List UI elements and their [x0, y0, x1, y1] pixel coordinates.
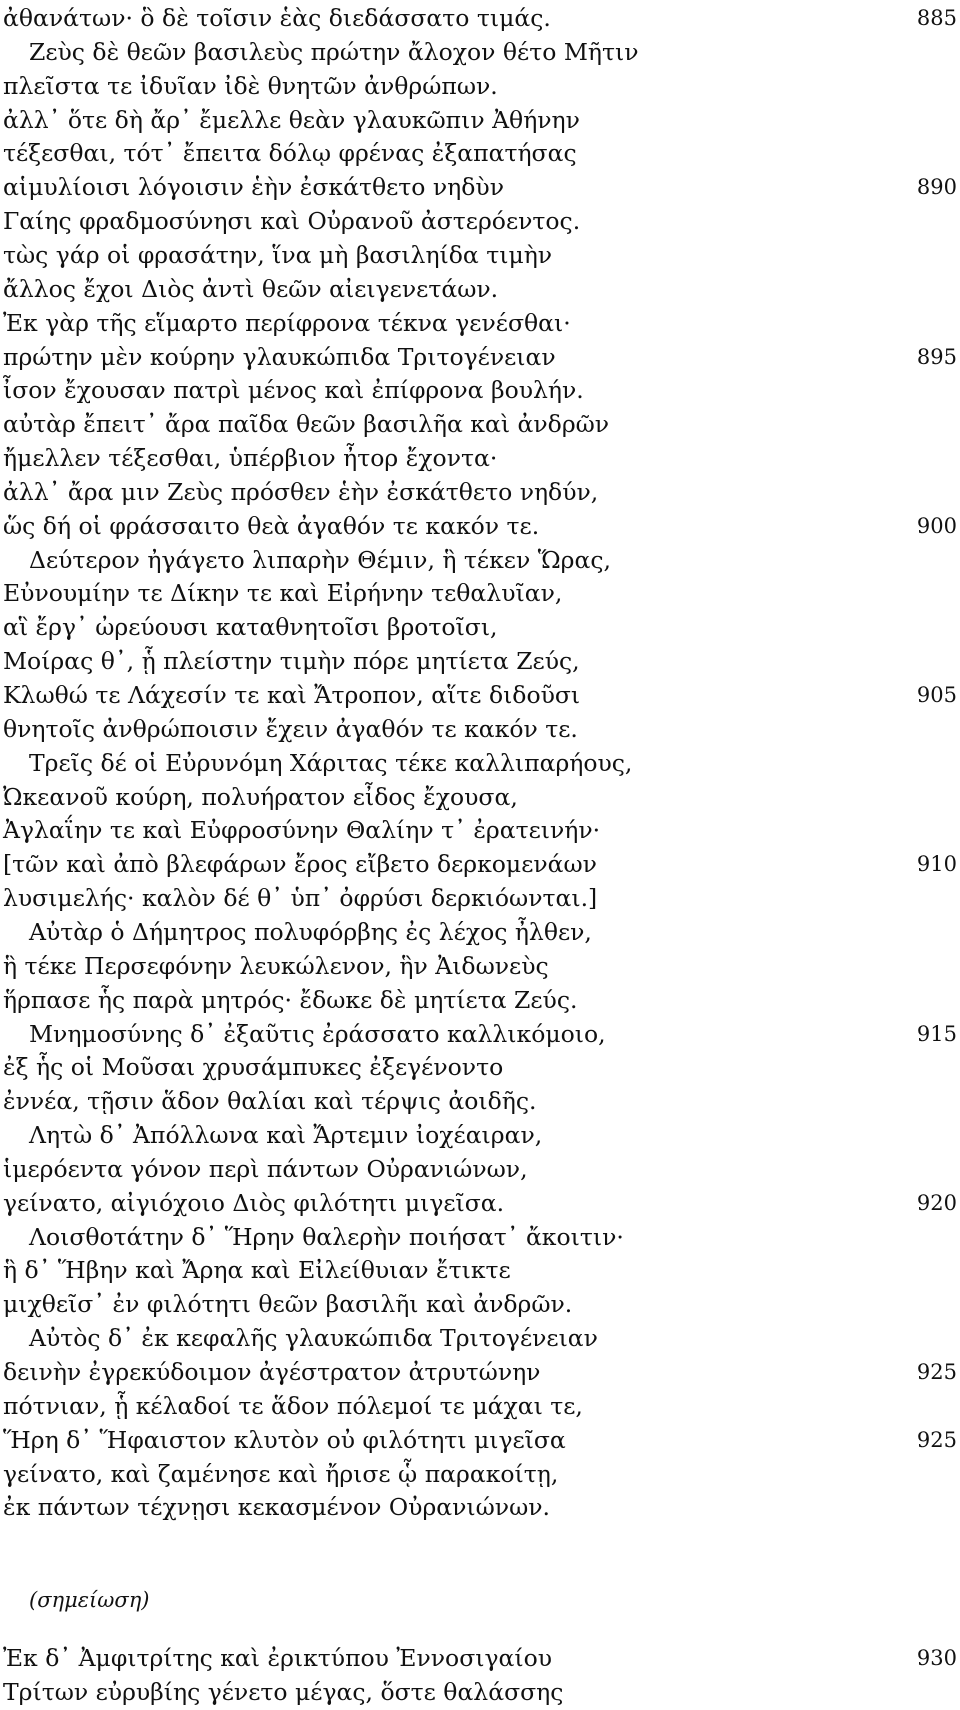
verse-text: Δεύτερον ἠγάγετο λιπαρὴν Θέμιν, ἣ τέκεν Ὥρας,	[29, 545, 611, 574]
verse-text: ἄλλος ἔχοι Διὸς ἀντὶ θεῶν αἰειγενετάων.	[3, 274, 499, 303]
verse-line	[0, 136, 960, 170]
verse-line	[0, 35, 960, 69]
verse-line	[0, 373, 960, 407]
verse-text: ἥρπασε ἧς παρὰ μητρός· ἔδωκε δὲ μητίετα Ζεύς.	[3, 985, 578, 1014]
verse-line	[0, 610, 960, 644]
line-number: 885	[916, 6, 957, 30]
verse-text: ἣ δ᾽ Ἥβην καὶ Ἄρηα καὶ Εἰλείθυιαν ἔτικτε	[3, 1256, 511, 1285]
verse-text: τέξεσθαι, τότ᾽ ἔπειτα δόλῳ φρένας ἐξαπατήσας	[3, 139, 577, 168]
verse-line	[0, 1675, 960, 1709]
verse-text: πλεῖστα τε ἰδυῖαν ἰδὲ θνητῶν ἀνθρώπων.	[3, 71, 498, 100]
verse-line	[0, 813, 960, 847]
verse-line	[0, 543, 960, 577]
verse-text: Αὐτὸς δ᾽ ἐκ κεφαλῆς γλαυκώπιδα Τριτογένειαν	[29, 1324, 598, 1353]
verse-text: Αὐτὰρ ὁ Δήμητρος πολυφόρβης ἐς λέχος ἦλθεν,	[29, 917, 592, 946]
verse-line	[0, 1287, 960, 1321]
verse-line	[0, 1355, 960, 1389]
verse-text: Εὐνουμίην τε Δίκην τε καὶ Εἰρήνην τεθαλυῖαν,	[3, 579, 563, 608]
verse-line	[0, 475, 960, 509]
verse-text: αἱμυλίοισι λόγοισιν ἑὴν ἐσκάτθετο νηδὺν	[3, 173, 504, 202]
verse-line	[0, 576, 960, 610]
verse-text: ἐννέα, τῇσιν ἅδον θαλίαι καὶ τέρψις ἀοιδῆς.	[3, 1087, 537, 1116]
verse-text: Ἐκ γὰρ τῆς εἵμαρτο περίφρονα τέκνα γενέσθαι·	[3, 308, 571, 337]
verse-line	[0, 69, 960, 103]
verse-line	[0, 712, 960, 746]
verse-line	[0, 1641, 960, 1675]
verse-line	[0, 306, 960, 340]
verse-text: ἀλλ᾽ ἄρα μιν Ζεὺς πρόσθεν ἑὴν ἐσκάτθετο νηδύν,	[3, 477, 599, 506]
verse-line	[0, 441, 960, 475]
verse-text: ὥς δή οἱ φράσσαιτο θεὰ ἀγαθόν τε κακόν τε.	[3, 511, 540, 540]
verse-text: Ἥρη δ᾽ Ἥφαιστον κλυτὸν οὐ φιλότητι μιγεῖσα	[3, 1425, 566, 1454]
verse-line	[0, 915, 960, 949]
verse-line	[0, 103, 960, 137]
verse-text: Τρίτων εὐρυβίης γένετο μέγας, ὅστε θαλάσσης	[3, 1677, 564, 1706]
verse-text: Τρεῖς δέ οἱ Εὐρυνόμη Χάριτας τέκε καλλιπαρήους,	[29, 748, 633, 777]
verse-text: ἶσον ἔχουσαν πατρὶ μένος καὶ ἐπίφρονα βουλήν.	[3, 376, 584, 405]
verse-text: Κλωθώ τε Λάχεσίν τε καὶ Ἄτροπον, αἵτε διδοῦσι	[3, 681, 581, 709]
verse-line	[0, 1017, 960, 1051]
verse-text: Μοίρας θ᾽, ᾗ πλείστην τιμὴν πόρε μητίετα Ζεύς,	[3, 647, 580, 676]
verse-text: θνητοῖς ἀνθρώποισιν ἔχειν ἀγαθόν τε κακόν τε.	[3, 714, 578, 743]
verse-line	[0, 644, 960, 678]
verse-text: Ζεὺς δὲ θεῶν βασιλεὺς πρώτην ἄλοχον θέτο Μῆτιν	[29, 37, 639, 66]
verse-line	[0, 1084, 960, 1118]
line-number: 925	[916, 1360, 957, 1384]
verse-line	[0, 204, 960, 238]
verse-text: λυσιμελής· καλὸν δέ θ᾽ ὑπ᾽ ὀφρύσι δερκιόωνται.]	[3, 884, 598, 913]
verse-line	[0, 509, 960, 543]
verse-line	[0, 1, 960, 35]
verse-line	[0, 1321, 960, 1355]
verse-text: ἀθανάτων· ὃ δὲ τοῖσιν ἑὰς διεδάσσατο τιμάς.	[3, 4, 551, 32]
line-number: 890	[916, 175, 957, 200]
line-number: 905	[916, 683, 957, 707]
verse-text: ἣ τέκε Περσεφόνην λευκώλενον, ἣν Ἀιδωνεὺς	[3, 951, 549, 980]
verse-line	[0, 780, 960, 814]
verse-line	[0, 340, 960, 374]
line-number: 895	[916, 344, 957, 369]
verse-line	[0, 1186, 960, 1220]
line-number: 920	[916, 1190, 957, 1215]
verse-text: αὐτὰρ ἔπειτ᾽ ἄρα παῖδα θεῶν βασιλῆα καὶ ἀνδρῶν	[3, 410, 610, 439]
verse-line	[0, 407, 960, 441]
verse-text: Ἀγλαΐην τε καὶ Εὐφροσύνην Θαλίην τ᾽ ἐρατεινήν·	[3, 816, 601, 845]
verse-text: [τῶν καὶ ἀπὸ βλεφάρων ἔρος εἴβετο δερκομενάων	[3, 850, 597, 879]
verse-line	[0, 746, 960, 780]
verse-text: Ἐκ δ᾽ Ἀμφιτρίτης καὶ ἐρικτύπου Ἐννοσιγαίου	[3, 1644, 553, 1672]
line-number: 930	[916, 1646, 957, 1670]
verse-line	[0, 1490, 960, 1524]
verse-text: Ὠκεανοῦ κούρη, πολυήρατον εἶδος ἔχουσα,	[3, 782, 518, 811]
verse-line	[0, 170, 960, 204]
note-text: (σημείωση)	[29, 1588, 150, 1612]
verse-text: ἱμερόεντα γόνον περὶ πάντων Οὐρανιώνων,	[3, 1154, 528, 1183]
line-number: 900	[916, 513, 957, 538]
verse-text: πρώτην μὲν κούρην γλαυκώπιδα Τριτογένειαν	[3, 342, 556, 371]
verse-text: μιχθεῖσ᾽ ἐν φιλότητι θεῶν βασιλῆι καὶ ἀνδρῶν.	[3, 1290, 573, 1319]
verse-line	[0, 678, 960, 712]
verse-text: ἤμελλεν τέξεσθαι, ὑπέρβιον ἦτορ ἔχοντα·	[3, 444, 498, 473]
verse-line	[0, 1118, 960, 1152]
note-label	[0, 1583, 960, 1617]
verse-line	[0, 1050, 960, 1084]
verse-text: Λοισθοτάτην δ᾽ Ἥρην θαλερὴν ποιήσατ᾽ ἄκοιτιν·	[29, 1222, 624, 1251]
verse-line	[0, 949, 960, 983]
verse-text: τὼς γάρ οἱ φρασάτην, ἵνα μὴ βασιληίδα τιμὴν	[3, 240, 553, 269]
verse-text: δεινὴν ἐγρεκύδοιμον ἀγέστρατον ἀτρυτώνην	[3, 1358, 541, 1386]
verse-text: ἐκ πάντων τέχνῃσι κεκασμένον Οὐρανιώνων.	[3, 1493, 550, 1522]
line-number: 910	[916, 852, 957, 877]
verse-line	[0, 1389, 960, 1423]
verse-line	[0, 983, 960, 1017]
verse-line	[0, 847, 960, 881]
verse-text: ἀλλ᾽ ὅτε δὴ ἄρ᾽ ἔμελλε θεὰν γλαυκῶπιν Ἀθήνην	[3, 105, 580, 134]
verse-line	[0, 881, 960, 915]
verse-text: γείνατο, αἰγιόχοιο Διὸς φιλότητι μιγεῖσα.	[3, 1188, 505, 1217]
verse-text: Μνημοσύνης δ᾽ ἐξαῦτις ἐράσσατο καλλικόμοιο,	[29, 1019, 606, 1048]
verse-line	[0, 238, 960, 272]
verse-text: γείνατο, καὶ ζαμένησε καὶ ἤρισε ᾧ παρακοίτῃ,	[3, 1459, 559, 1488]
verse-line	[0, 1457, 960, 1491]
line-number: 925	[916, 1427, 957, 1452]
verse-text: ἐξ ἧς οἱ Μοῦσαι χρυσάμπυκες ἐξεγένοντο	[3, 1053, 504, 1082]
verse-text: Γαίης φραδμοσύνησι καὶ Οὐρανοῦ ἀστερόεντος.	[3, 207, 581, 236]
verse-line	[0, 272, 960, 306]
verse-line	[0, 1423, 960, 1457]
verse-text: πότνιαν, ᾗ κέλαδοί τε ἅδον πόλεμοί τε μάχαι τε,	[3, 1391, 583, 1420]
line-number: 915	[916, 1021, 957, 1046]
verse-line	[0, 1253, 960, 1287]
verse-text: Λητὼ δ᾽ Ἀπόλλωνα καὶ Ἄρτεμιν ἰοχέαιραν,	[29, 1121, 543, 1150]
verse-line	[0, 1220, 960, 1254]
verse-text: αἳ ἔργ᾽ ὠρεύουσι καταθνητοῖσι βροτοῖσι,	[3, 613, 498, 642]
verse-line	[0, 1152, 960, 1186]
